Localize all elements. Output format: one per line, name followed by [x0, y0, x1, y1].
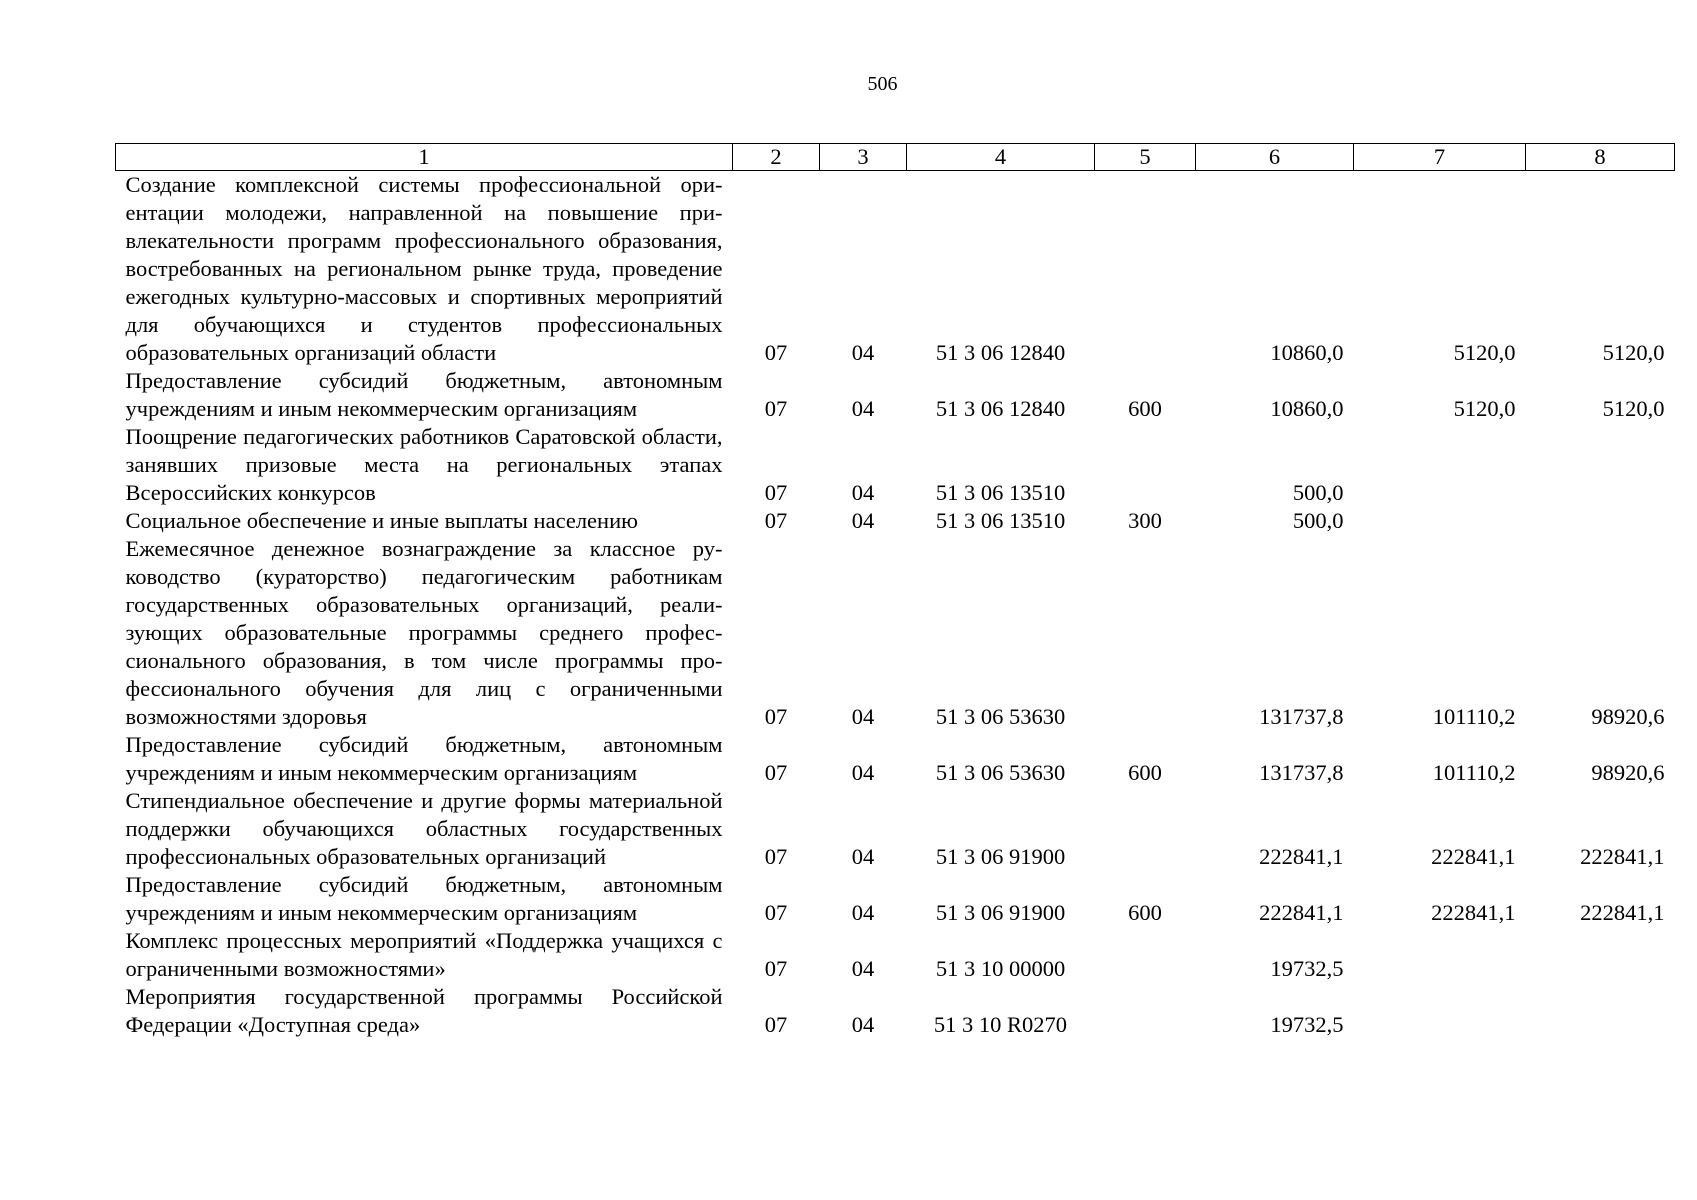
- header-cell-4: 4: [907, 144, 1095, 171]
- table-row: [116, 927, 1675, 983]
- header-cell-6: 6: [1196, 144, 1354, 171]
- row-amount-year3: 98920,6: [1591, 760, 1665, 785]
- row-target-article: 51 3 06 12840: [935, 340, 1066, 365]
- row-subsection: 04: [851, 340, 875, 365]
- row-expense-type: [1095, 171, 1196, 368]
- row-section: 07: [764, 704, 788, 729]
- row-expense-type: [1095, 927, 1196, 983]
- row-name: Стипендиальное обеспечение и другие формы материальной поддержки обучающихся областных государственных профессиональных образовательных организаций: [125, 788, 723, 869]
- row-section: 07: [764, 396, 788, 421]
- row-target-article: 51 3 06 13510: [935, 508, 1066, 533]
- row-subsection: 04: [851, 396, 875, 421]
- row-amount-year3: [1526, 983, 1675, 1039]
- row-amount-year1: 131737,8: [1259, 704, 1344, 729]
- header-cell-8: 8: [1526, 144, 1675, 171]
- row-amount-year1: 19732,5: [1270, 956, 1344, 981]
- table-header: [116, 144, 1675, 171]
- row-amount-year2: [1354, 927, 1526, 983]
- row-amount-year1: 500,0: [1292, 480, 1344, 505]
- row-expense-type: [1095, 535, 1196, 731]
- row-section: 07: [764, 340, 788, 365]
- table-row: [116, 983, 1675, 1039]
- row-name: Поощрение педагогических работников Саратовской области, занявших призовые места на региональных этапах Всероссийских конкурсов: [125, 424, 723, 505]
- row-amount-year1: 19732,5: [1270, 1012, 1344, 1037]
- row-amount-year1: 222841,1: [1259, 900, 1344, 925]
- row-subsection: 04: [851, 480, 875, 505]
- budget-table: [115, 143, 1675, 1039]
- row-target-article: 51 3 06 91900: [935, 900, 1066, 925]
- row-amount-year3: [1526, 423, 1675, 507]
- row-subsection: 04: [851, 956, 875, 981]
- header-cell-2: 2: [733, 144, 820, 171]
- row-amount-year2: [1354, 507, 1526, 535]
- row-amount-year3: 5120,0: [1602, 396, 1665, 421]
- row-target-article: 51 3 06 13510: [935, 480, 1066, 505]
- row-amount-year1: 500,0: [1292, 508, 1344, 533]
- header-cell-5: 5: [1095, 144, 1196, 171]
- row-subsection: 04: [851, 704, 875, 729]
- table-row: [116, 171, 1675, 368]
- table-row: [116, 507, 1675, 535]
- table-row: [116, 787, 1675, 871]
- row-target-article: 51 3 10 00000: [935, 956, 1066, 981]
- row-subsection: 04: [851, 1012, 875, 1037]
- row-amount-year2: 222841,1: [1431, 900, 1516, 925]
- table-row: [116, 367, 1675, 423]
- row-section: 07: [764, 760, 788, 785]
- row-amount-year3: [1526, 927, 1675, 983]
- row-expense-type: [1095, 983, 1196, 1039]
- row-target-article: 51 3 06 91900: [935, 844, 1066, 869]
- row-subsection: 04: [851, 760, 875, 785]
- row-amount-year3: 98920,6: [1591, 704, 1665, 729]
- row-amount-year1: 222841,1: [1259, 844, 1344, 869]
- row-amount-year2: [1354, 983, 1526, 1039]
- row-amount-year1: 131737,8: [1259, 760, 1344, 785]
- row-expense-type: [1095, 787, 1196, 871]
- row-amount-year2: 5120,0: [1453, 340, 1516, 365]
- row-expense-type: 600: [1128, 900, 1162, 925]
- row-amount-year3: 222841,1: [1580, 844, 1665, 869]
- row-amount-year2: 222841,1: [1431, 844, 1516, 869]
- row-section: 07: [764, 844, 788, 869]
- header-row: [116, 144, 1675, 171]
- row-target-article: 51 3 10 R0270: [933, 1012, 1068, 1037]
- page-number: 506: [867, 73, 898, 95]
- row-amount-year2: 5120,0: [1453, 396, 1516, 421]
- table-row: [116, 423, 1675, 507]
- table-row: [116, 731, 1675, 787]
- row-section: 07: [764, 480, 788, 505]
- row-target-article: 51 3 06 53630: [935, 704, 1066, 729]
- row-section: 07: [764, 956, 788, 981]
- row-name: Мероприятия государственной программы Российской Федерации «Доступная среда»: [125, 984, 723, 1037]
- table-row: [116, 871, 1675, 927]
- row-amount-year1: 10860,0: [1270, 340, 1344, 365]
- row-name: Социальное обеспечение и иные выплаты населению: [125, 508, 638, 533]
- row-subsection: 04: [851, 508, 875, 533]
- table-body: [116, 171, 1675, 1040]
- row-section: 07: [764, 508, 788, 533]
- header-cell-1: 1: [116, 144, 733, 171]
- row-expense-type: 300: [1128, 508, 1162, 533]
- row-section: 07: [764, 1012, 788, 1037]
- row-amount-year2: 101110,2: [1432, 760, 1516, 785]
- row-name: Ежемесячное денежное вознаграждение за классное руководство (кураторство) педагогическим работникам государственных образовательных организаций, реализующих образовательные программы среднего профессионального образования, в том числе программы профессионального обучения для лиц с ограниченными возможностями здоровья: [125, 536, 723, 729]
- row-name: Создание комплексной системы профессиональной ориентации молодежи, направленной на повышение привлекательности программ профессионального образования, востребованных на региональном рынке труда, проведение ежегодных культурно-массовых и спортивных мероприятий для обучающихся и студентов профессиональных образовательных организаций области: [125, 172, 723, 365]
- row-amount-year3: [1526, 507, 1675, 535]
- row-name: Предоставление субсидий бюджетным, автономным учреждениям и иным некоммерческим организациям: [125, 872, 723, 925]
- row-amount-year3: 5120,0: [1602, 340, 1665, 365]
- row-expense-type: 600: [1128, 396, 1162, 421]
- row-expense-type: 600: [1128, 760, 1162, 785]
- header-cell-7: 7: [1354, 144, 1526, 171]
- row-target-article: 51 3 06 12840: [935, 396, 1066, 421]
- row-amount-year2: 101110,2: [1432, 704, 1516, 729]
- row-section: 07: [764, 900, 788, 925]
- row-subsection: 04: [851, 900, 875, 925]
- row-amount-year3: 222841,1: [1580, 900, 1665, 925]
- row-subsection: 04: [851, 844, 875, 869]
- row-name: Предоставление субсидий бюджетным, автономным учреждениям и иным некоммерческим организациям: [125, 732, 723, 785]
- row-name: Предоставление субсидий бюджетным, автономным учреждениям и иным некоммерческим организациям: [125, 368, 723, 421]
- row-amount-year1: 10860,0: [1270, 396, 1344, 421]
- row-expense-type: [1095, 423, 1196, 507]
- header-cell-3: 3: [820, 144, 907, 171]
- table-row: [116, 535, 1675, 731]
- row-name: Комплекс процессных мероприятий «Поддержка учащихся с ограниченными возможностями»: [125, 928, 723, 981]
- row-amount-year2: [1354, 423, 1526, 507]
- row-target-article: 51 3 06 53630: [935, 760, 1066, 785]
